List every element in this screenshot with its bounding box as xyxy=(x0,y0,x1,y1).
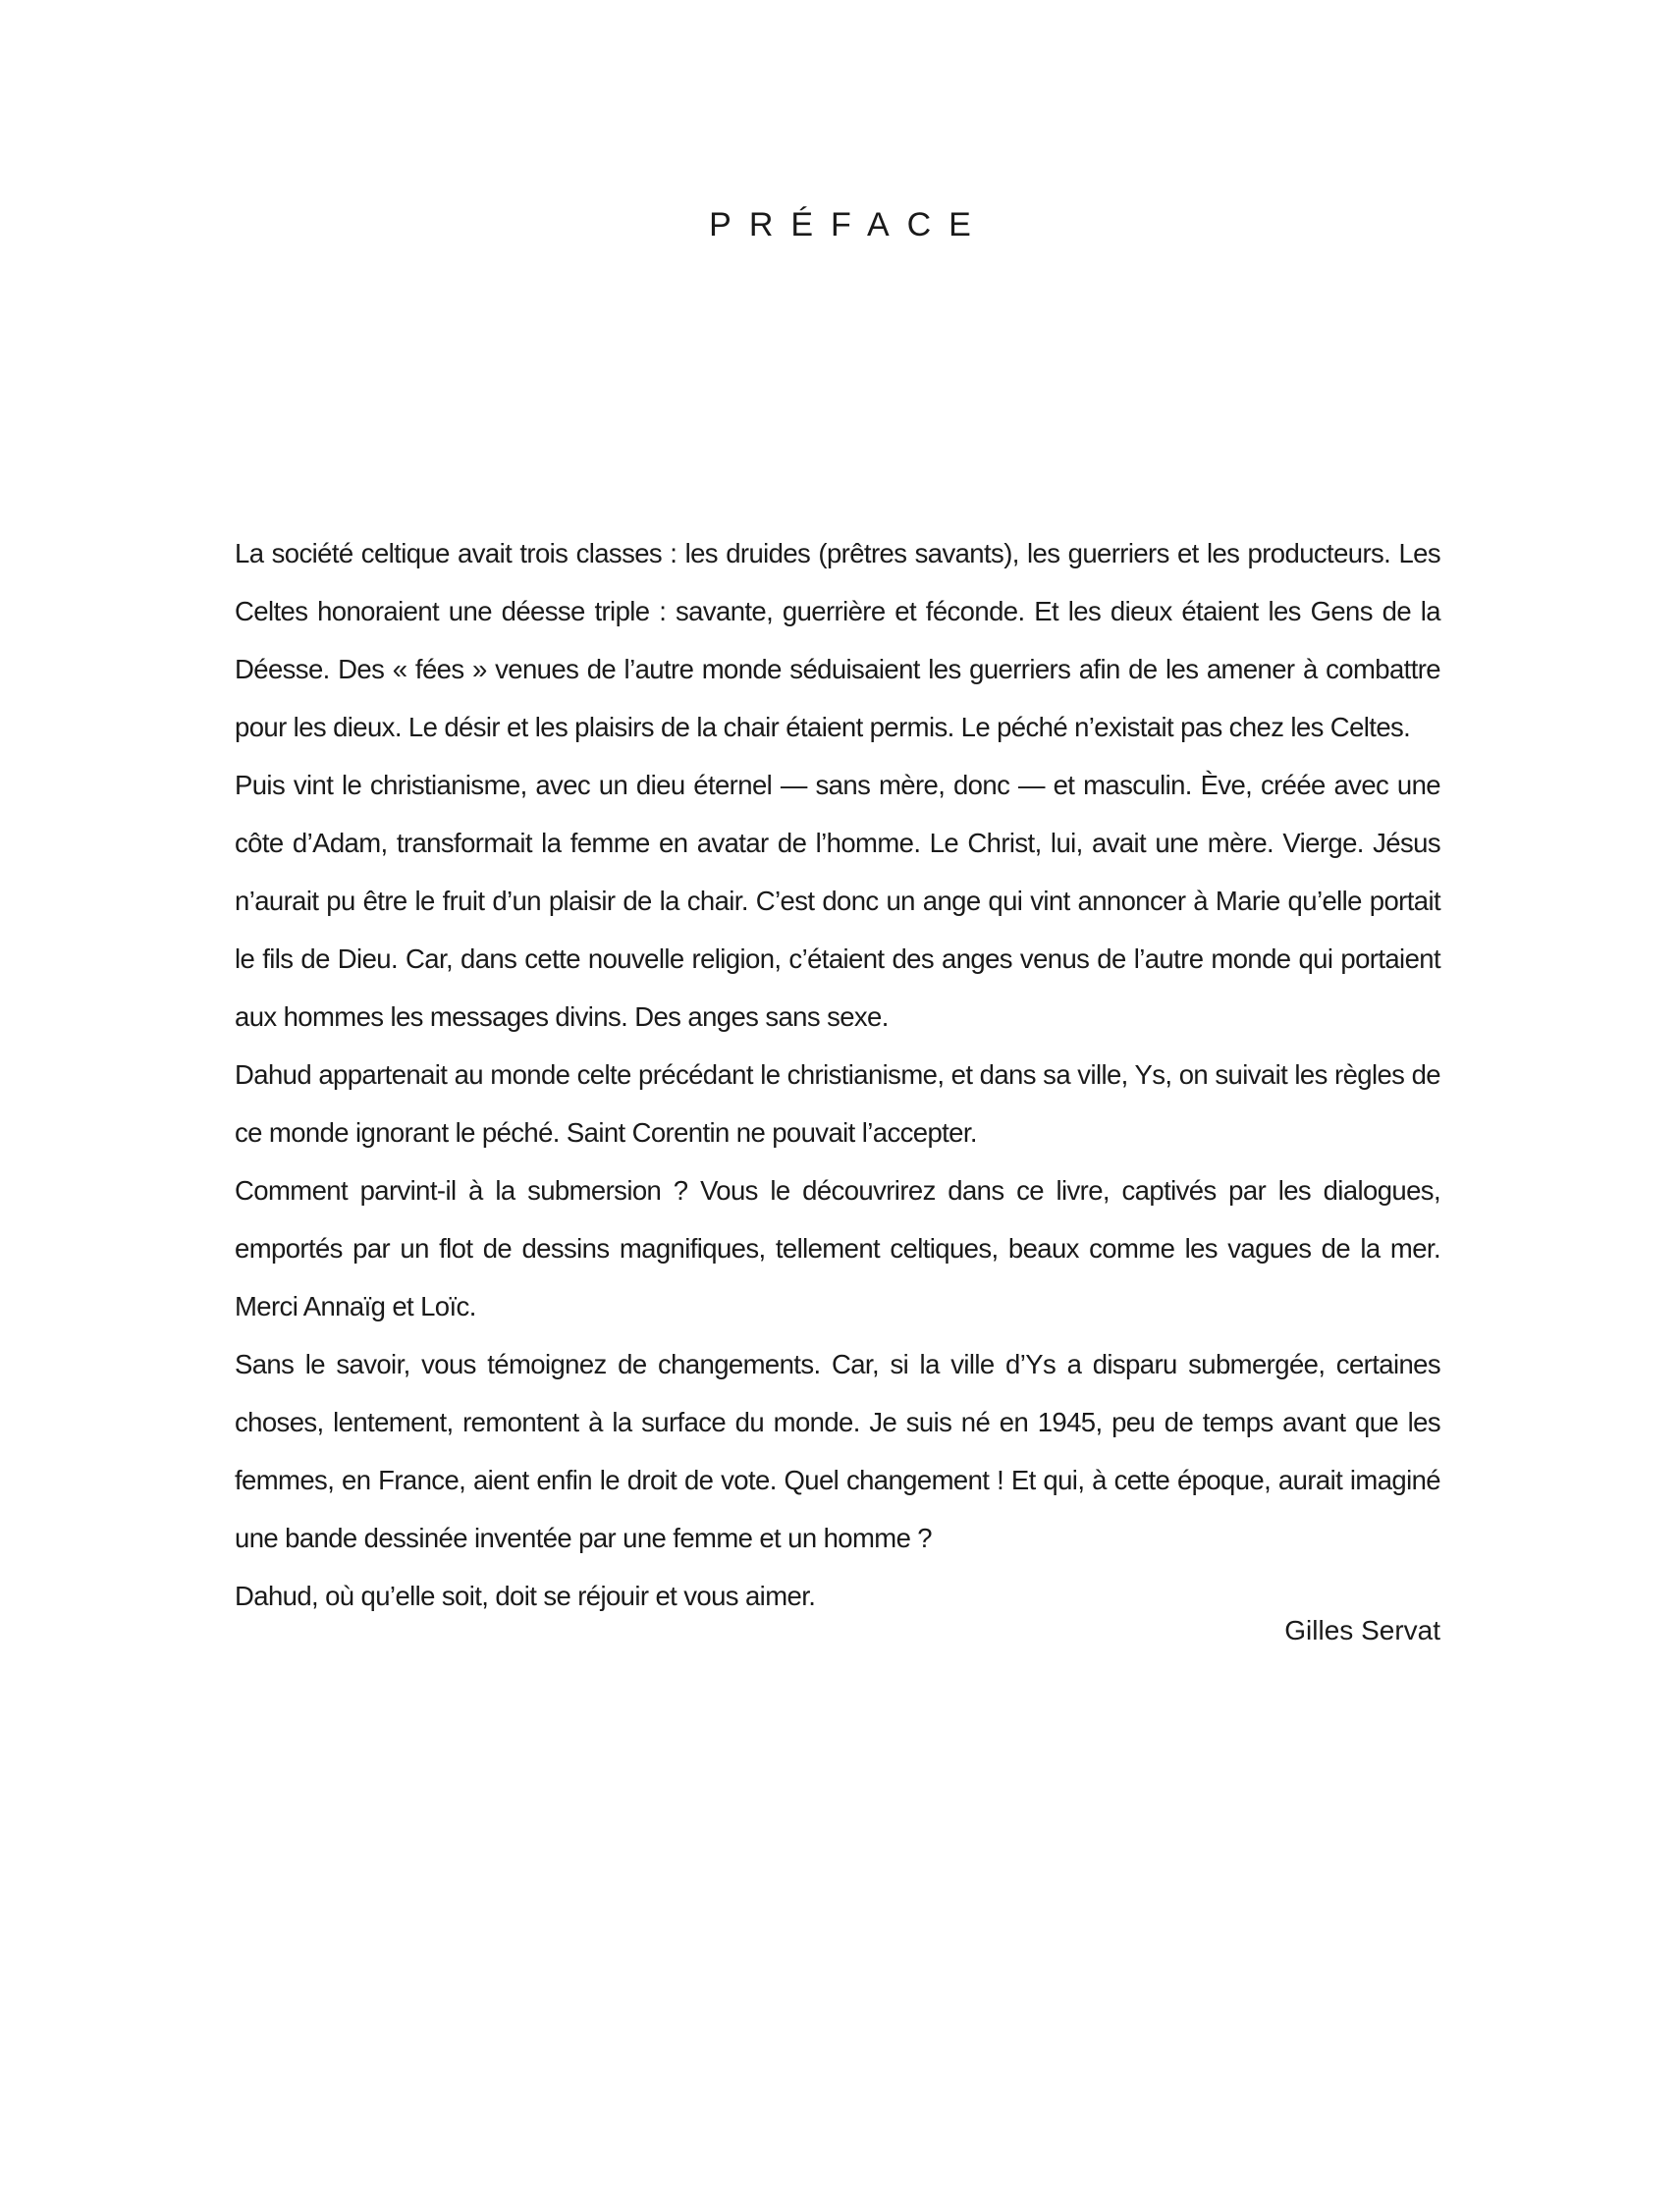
paragraph: Sans le savoir, vous témoignez de changements. Car, si la ville d’Ys a disparu submergée, certaines choses, lentement, remontent à la surface du monde. Je suis né en 1945, peu de temps avant que les femmes, en France, aient enfin le droit de vote. Quel changement ! Et qui, à cette époque, aurait imaginé une bande dessinée inventée par une femme et un homme ? xyxy=(235,1349,1440,1553)
paragraph: Dahud appartenait au monde celte précédant le christianisme, et dans sa ville, Ys, on suivait les règles de ce monde ignorant le péché. Saint Corentin ne pouvait l’accepter. xyxy=(235,1059,1440,1148)
paragraph: Puis vint le christianisme, avec un dieu éternel — sans mère, donc — et masculin. Ève, créée avec une côte d’Adam, transformait la femme en avatar de l’homme. Le Christ, lui, avait une mère. Vierge. Jésus n’aurait pu être le fruit d’un plaisir de la chair. C’est donc un ange qui vint annoncer à Marie qu’elle portait le fils de Dieu. Car, dans cette nouvelle religion, c’étaient des anges venus de l’autre monde qui portaient aux hommes les messages divins. Des anges sans sexe. xyxy=(235,770,1440,1032)
paragraph: La société celtique avait trois classes : les druides (prêtres savants), les guerriers et les producteurs. Les Celtes honoraient une déesse triple : savante, guerrière et féconde. Et les dieux étaient les Gens de la Déesse. Des « fées » venues de l’autre monde séduisaient les guerriers afin de les amener à combattre pour les dieux. Le désir et les plaisirs de la chair étaient permis. Le péché n’existait pas chez les Celtes. xyxy=(235,538,1440,742)
paragraph: Comment parvint-il à la submersion ? Vous le découvrirez dans ce livre, captivés par les dialogues, emportés par un flot de dessins magnifiques, tellement celtiques, beaux comme les vagues de la mer. Merci Annaïg et Loïc. xyxy=(235,1175,1440,1321)
author-signature: Gilles Servat xyxy=(1284,1615,1440,1645)
paragraph: Dahud, où qu’elle soit, doit se réjouir et vous aimer. xyxy=(235,1581,816,1611)
preface-body xyxy=(235,524,1440,1625)
page-title: PRÉFACE xyxy=(709,206,989,243)
